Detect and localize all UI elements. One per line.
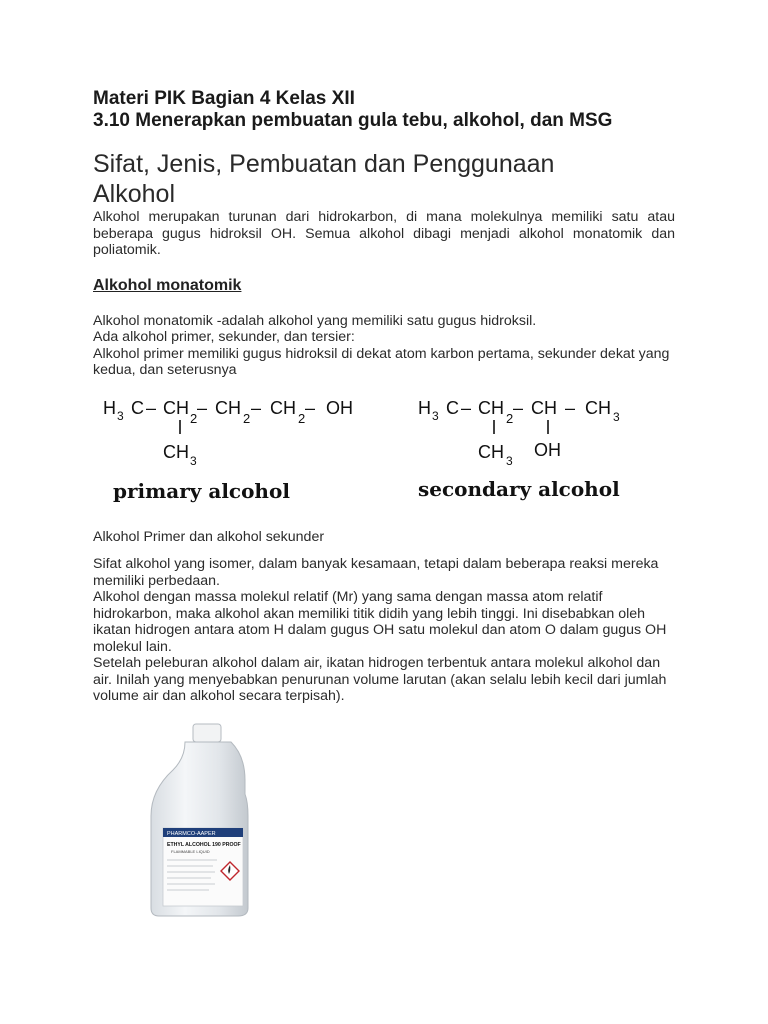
primary-c: C: [131, 398, 144, 418]
primary-sub2-2: 2: [243, 411, 251, 426]
secondary-ch2: CH: [478, 398, 504, 418]
primary-ch3: CH: [163, 442, 189, 462]
bottle-label-title: ETHYL ALCOHOL 190 PROOF: [167, 842, 241, 848]
secondary-ch3-end: CH: [585, 398, 611, 418]
primary-h: H: [103, 398, 116, 418]
secondary-oh: OH: [534, 440, 561, 460]
primary-ch2-2: CH: [215, 398, 241, 418]
mono-paragraph-3: Alkohol primer memiliki gugus hidroksil di dekat atom karbon pertama, sekunder dekat yang kedua, dan seterusnya: [93, 345, 670, 378]
secondary-dash-3: –: [565, 398, 576, 418]
intro-paragraph: Alkohol merupakan turunan dari hidrokarbon, di mana molekulnya memiliki satu atau beberapa gugus hidroksil OH. Semua alkohol dibagi menjadi alkohol monatomik dan poliatomik.: [93, 209, 675, 258]
mono-paragraph-2: Ada alkohol primer, sekunder, dan tersier:: [93, 329, 355, 345]
primary-oh: OH: [326, 398, 353, 418]
secondary-formula: [418, 398, 620, 501]
header-line-2: 3.10 Menerapkan pembuatan gula tebu, alkohol, dan MSG: [93, 110, 613, 131]
mono-paragraph-1: Alkohol monatomik -adalah alkohol yang memiliki satu gugus hidroksil.: [93, 312, 537, 329]
isomer-paragraph: Sifat alkohol yang isomer, dalam banyak kesamaan, tetapi dalam beberapa reaksi mereka memiliki perbedaan.: [93, 556, 659, 589]
primary-dash-4: –: [305, 398, 316, 418]
primary-ch3-sub: 3: [190, 454, 197, 468]
secondary-alcohol-label: secondary alcohol: [418, 477, 620, 501]
secondary-dash-2: –: [513, 398, 524, 418]
primary-dash-1: –: [146, 398, 157, 418]
page-title: [93, 149, 675, 209]
secondary-c: C: [446, 398, 459, 418]
dissolve-paragraph: Setelah peleburan alkohol dalam air, ikatan hidrogen terbentuk antara molekul alkohol dan air. Inilah yang menyebabkan penurunan volume larutan (akan selalu lebih kecil dari jumlah volume air dan alkohol secara terpisah).: [93, 655, 667, 704]
secondary-sub3-end: 3: [613, 410, 620, 424]
secondary-ch3-sub: 3: [506, 454, 513, 468]
secondary-h: H: [418, 398, 431, 418]
secondary-ch3: CH: [478, 442, 504, 462]
section-title: Alkohol monatomik: [93, 276, 242, 294]
alcohol-bottle-image: [93, 720, 303, 918]
primary-sub3: 3: [117, 409, 124, 423]
alcohol-structure-diagram: [93, 396, 653, 514]
diagram-caption: Alkohol Primer dan alkohol sekunder: [93, 528, 325, 545]
secondary-dash-1: –: [461, 398, 472, 418]
primary-sub2-3: 2: [298, 411, 306, 426]
secondary-sub3: 3: [432, 409, 439, 423]
bottle-cap: [193, 724, 221, 742]
primary-formula: [103, 398, 353, 503]
mass-paragraph: Alkohol dengan massa molekul relatif (Mr) yang sama dengan massa atom relatif hidrokarbon, maka alkohol akan memiliki titik didih yang lebih tinggi. Ini disebabkan oleh ikatan hidrogen antara atom H dalam gugus OH satu molekul dan atom O dalam gugus OH molekul lain.: [93, 589, 667, 655]
header-line-1: Materi PIK Bagian 4 Kelas XII: [93, 88, 355, 109]
title-line-2: Alkohol: [93, 180, 175, 208]
primary-alcohol-label: primary alcohol: [113, 479, 290, 503]
primary-dash-3: –: [251, 398, 262, 418]
primary-sub2-1: 2: [190, 411, 198, 426]
bottle-brand: PHARMCO-AAPER: [167, 831, 216, 837]
secondary-sub2: 2: [506, 411, 514, 426]
secondary-ch: CH: [531, 398, 557, 418]
title-line-1: Sifat, Jenis, Pembuatan dan Penggunaan: [93, 150, 555, 178]
document-page: [93, 88, 675, 854]
bottle-label-sub: FLAMMABLE LIQUID: [171, 849, 210, 854]
primary-ch2-1: CH: [163, 398, 189, 418]
primary-dash-2: –: [197, 398, 208, 418]
primary-ch2-3: CH: [270, 398, 296, 418]
